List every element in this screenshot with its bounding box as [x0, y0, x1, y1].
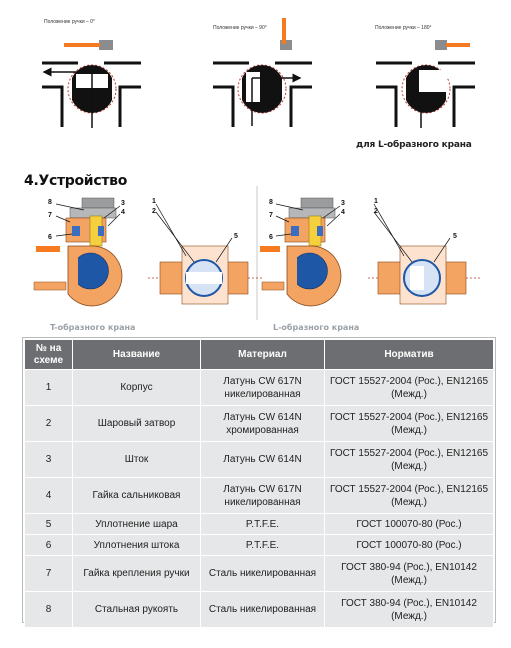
- row-standard: ГОСТ 15527-2004 (Рос.), EN12165 (Межд.): [325, 478, 494, 514]
- row-name: Гайка сальниковая: [73, 478, 201, 514]
- callout-3-t: 3: [121, 200, 125, 207]
- handle-180: [446, 43, 470, 47]
- callout-5-l: 5: [453, 233, 457, 240]
- position-caption-90: Положение ручки – 90°: [213, 25, 267, 31]
- t-valve-caption: T-образного крана: [50, 323, 136, 332]
- callout-8-t: 8: [48, 199, 52, 206]
- table-row: [25, 514, 494, 535]
- section-title: 4.Устройство: [24, 173, 128, 189]
- position-caption-180: Положение ручки – 180°: [375, 25, 432, 31]
- spec-table: [24, 339, 494, 628]
- table-row: [25, 556, 494, 592]
- table-row: [25, 370, 494, 406]
- col-header-num: № на схеме: [25, 340, 73, 370]
- callout-7-l: 7: [269, 212, 273, 219]
- callout-6-t: 6: [48, 234, 52, 241]
- callout-1-t: 1: [152, 198, 156, 205]
- l-valve-caption-2: L-образного крана: [273, 323, 360, 332]
- col-header-name: Название: [73, 340, 201, 370]
- row-standard: ГОСТ 15527-2004 (Рос.), EN12165 (Межд.): [325, 406, 494, 442]
- row-standard: ГОСТ 15527-2004 (Рос.), EN12165 (Межд.): [325, 442, 494, 478]
- valve-position-90-diagram: [213, 18, 312, 127]
- row-material: P.T.F.E.: [201, 535, 325, 556]
- row-name: Стальная рукоять: [73, 592, 201, 628]
- row-material: Сталь никелированная: [201, 556, 325, 592]
- flow-diagrams: [0, 0, 511, 160]
- row-name: Гайка крепления ручки: [73, 556, 201, 592]
- callout-3-l: 3: [341, 200, 345, 207]
- row-name: Корпус: [73, 370, 201, 406]
- row-material: Латунь CW 614N: [201, 442, 325, 478]
- callout-4-l: 4: [341, 209, 345, 216]
- position-caption-0: Положение ручки – 0°: [44, 19, 95, 25]
- valve-position-180-diagram: [376, 40, 475, 128]
- row-name: Шток: [73, 442, 201, 478]
- callout-7-t: 7: [48, 212, 52, 219]
- table-row: [25, 406, 494, 442]
- row-num: 8: [25, 592, 73, 628]
- table-row: [25, 592, 494, 628]
- table-row: [25, 478, 494, 514]
- row-standard: ГОСТ 100070-80 (Рос.): [325, 514, 494, 535]
- table-row: [25, 535, 494, 556]
- l-valve-caption: для L-образного крана: [356, 140, 472, 150]
- callout-6-l: 6: [269, 234, 273, 241]
- t-valve-cross-section: [34, 198, 262, 306]
- col-header-material: Материал: [201, 340, 325, 370]
- row-num: 6: [25, 535, 73, 556]
- row-material: Сталь никелированная: [201, 592, 325, 628]
- row-standard: ГОСТ 100070-80 (Рос.): [325, 535, 494, 556]
- row-num: 2: [25, 406, 73, 442]
- row-num: 1: [25, 370, 73, 406]
- row-name: Шаровый затвор: [73, 406, 201, 442]
- callout-2-t: 2: [152, 208, 156, 215]
- row-standard: ГОСТ 380-94 (Рос.), EN10142 (Межд.): [325, 556, 494, 592]
- row-num: 5: [25, 514, 73, 535]
- row-num: 7: [25, 556, 73, 592]
- callout-5-t: 5: [234, 233, 238, 240]
- row-standard: ГОСТ 380-94 (Рос.), EN10142 (Межд.): [325, 592, 494, 628]
- row-num: 4: [25, 478, 73, 514]
- row-num: 3: [25, 442, 73, 478]
- callout-1-l: 1: [374, 198, 378, 205]
- row-material: Латунь CW 617N никелированная: [201, 478, 325, 514]
- handle-90: [282, 18, 286, 44]
- row-material: P.T.F.E.: [201, 514, 325, 535]
- callout-8-l: 8: [269, 199, 273, 206]
- row-name: Уплотнения штока: [73, 535, 201, 556]
- valve-position-0-diagram: [42, 40, 141, 128]
- l-valve-cross-section: [260, 198, 480, 306]
- table-row: [25, 442, 494, 478]
- callout-2-l: 2: [374, 208, 378, 215]
- row-material: Латунь CW 617N никелированная: [201, 370, 325, 406]
- cross-section-diagrams: [0, 186, 511, 320]
- col-header-standard: Норматив: [325, 340, 494, 370]
- row-standard: ГОСТ 15527-2004 (Рос.), EN12165 (Межд.): [325, 370, 494, 406]
- callout-4-t: 4: [121, 209, 125, 216]
- row-material: Латунь CW 614N хромированная: [201, 406, 325, 442]
- handle-0: [64, 43, 100, 47]
- row-name: Уплотнение шара: [73, 514, 201, 535]
